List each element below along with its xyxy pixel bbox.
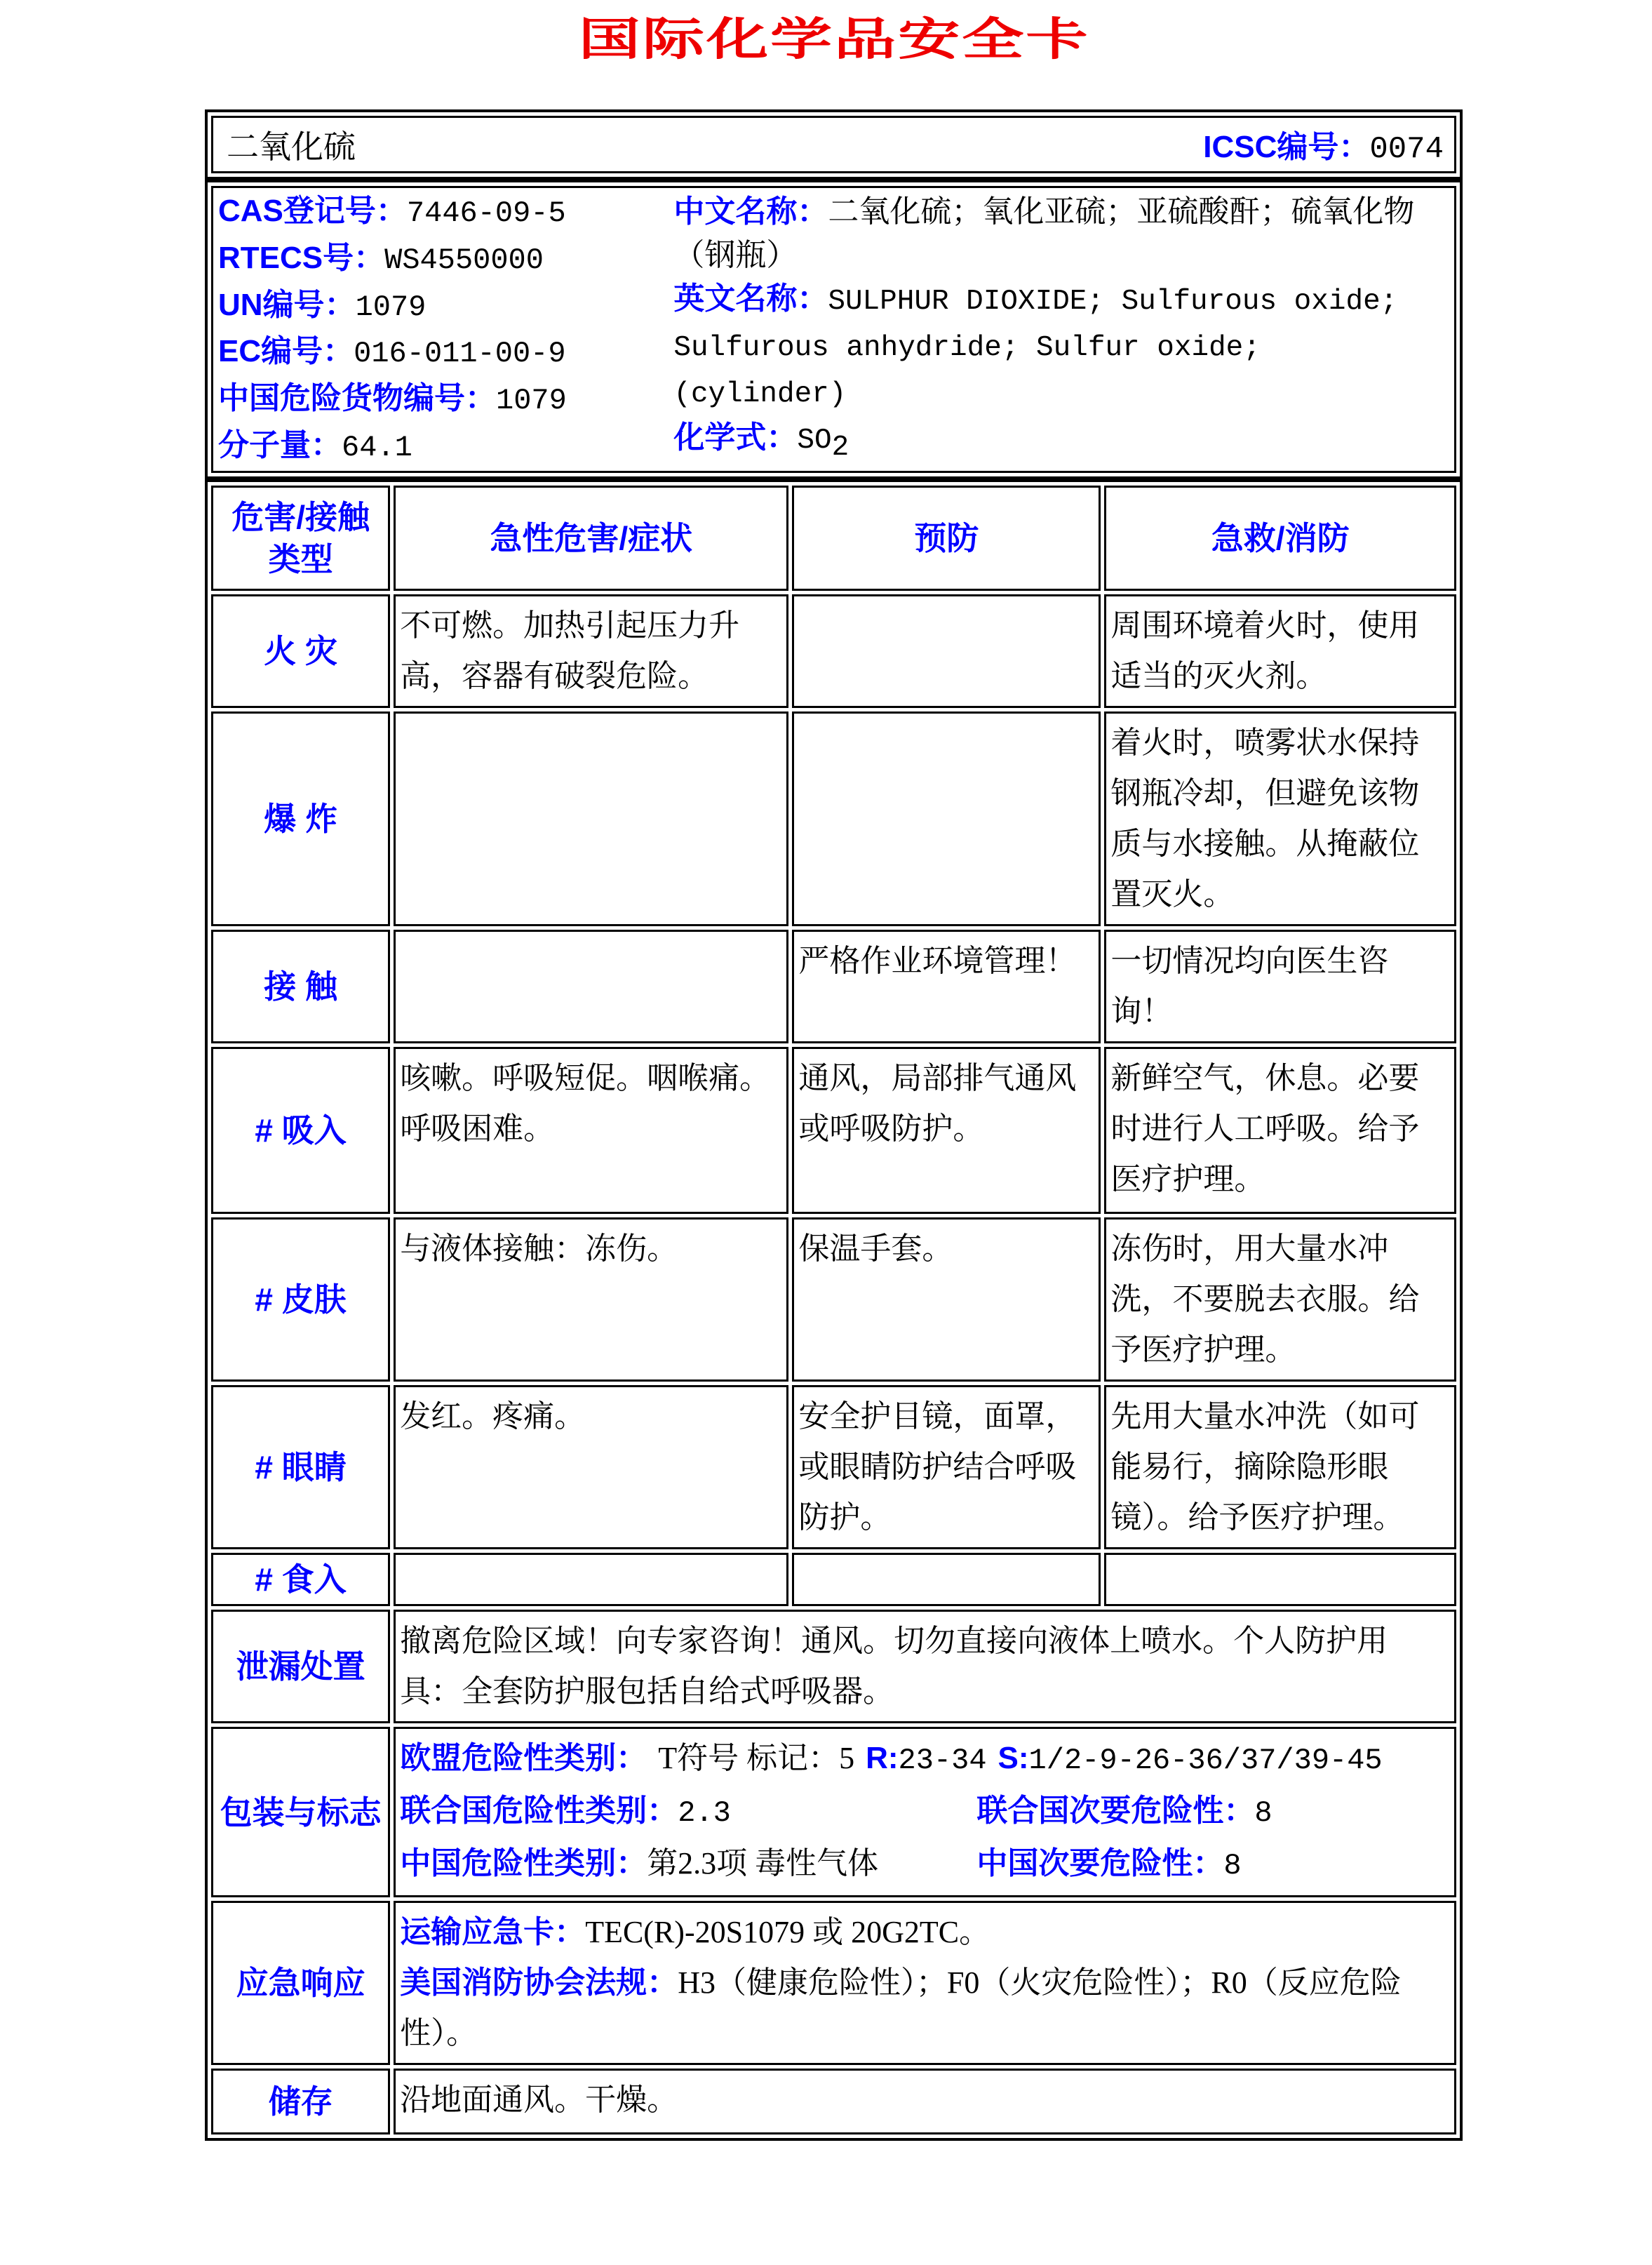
en-name-value: SULPHUR DIOXIDE; Sulfurous oxide; Sulfurous anhydride; Sulfur oxide; (cylinder) bbox=[673, 285, 1398, 410]
row-exposure bbox=[211, 930, 1456, 1043]
substance-name: 二氧化硫 bbox=[227, 128, 356, 165]
card-header-row bbox=[211, 116, 1456, 173]
explosion-symptoms bbox=[394, 711, 788, 926]
s-phrases-label: S: bbox=[998, 1741, 1029, 1776]
tec-line bbox=[400, 1907, 1449, 1958]
inhalation-symptoms: 咳嗽。呼吸短促。咽喉痛。呼吸困难。 bbox=[394, 1047, 788, 1214]
card-header-cell bbox=[211, 116, 1456, 173]
formula-base: SO bbox=[797, 424, 832, 457]
col-header-symptoms: 急性危害/症状 bbox=[394, 486, 788, 591]
spill-text: 撤离危险区域！向专家咨询！通风。切勿直接向液体上喷水。个人防护用具：全套防护服包括自给式呼吸器。 bbox=[394, 1610, 1456, 1723]
registry-number-list bbox=[218, 190, 673, 469]
row-label-packaging: 包装与标志 bbox=[211, 1727, 390, 1897]
inhalation-prevention: 通风，局部排气通风或呼吸防护。 bbox=[792, 1047, 1101, 1214]
cn-class-group bbox=[400, 1838, 976, 1891]
hazard-table bbox=[205, 479, 1463, 2141]
eyes-first-aid: 先用大量水冲洗（如可能易行，摘除隐形眼镜）。给予医疗护理。 bbox=[1104, 1385, 1456, 1549]
row-emergency bbox=[211, 1901, 1456, 2065]
inhalation-first-aid: 新鲜空气，休息。必要时进行人工呼吸。给予医疗护理。 bbox=[1104, 1047, 1456, 1214]
eu-classification-line bbox=[400, 1733, 1449, 1786]
row-inhalation bbox=[211, 1047, 1456, 1214]
eu-class-value: T符号 标记：5 bbox=[658, 1741, 855, 1776]
cn-classification-line bbox=[400, 1838, 1449, 1891]
chinese-names bbox=[673, 190, 1449, 277]
skin-first-aid: 冻伤时，用大量水冲洗，不要脱去衣服。给予医疗护理。 bbox=[1104, 1217, 1456, 1382]
cas-label: CAS登记号： bbox=[218, 193, 407, 228]
row-label-inhalation: # 吸入 bbox=[211, 1047, 390, 1214]
ingestion-prevention bbox=[792, 1553, 1101, 1606]
cn-class-value: 第2.3项 毒性气体 bbox=[647, 1846, 879, 1881]
fire-symptoms: 不可燃。加热引起压力升高，容器有破裂危险。 bbox=[394, 594, 788, 708]
row-fire bbox=[211, 594, 1456, 708]
chemical-formula bbox=[673, 416, 1449, 469]
cas-number-line bbox=[218, 190, 673, 234]
row-label-skin: # 皮肤 bbox=[211, 1217, 390, 1382]
r-phrases-label: R: bbox=[866, 1741, 899, 1776]
formula-label: 化学式： bbox=[673, 420, 798, 455]
row-storage bbox=[211, 2069, 1456, 2134]
page-title: 国际化学品安全卡 bbox=[578, 14, 1089, 65]
cn-class-label: 中国危险性类别： bbox=[400, 1846, 647, 1881]
un-classification-line bbox=[400, 1786, 1449, 1838]
page-title-wrap bbox=[0, 14, 1463, 66]
cn-dg-label: 中国危险货物编号： bbox=[218, 381, 496, 416]
row-label-emergency: 应急响应 bbox=[211, 1901, 390, 2065]
skin-symptoms: 与液体接触：冻伤。 bbox=[394, 1217, 788, 1382]
emergency-cell bbox=[394, 1901, 1456, 2065]
explosion-first-aid: 着火时，喷雾状水保持钢瓶冷却，但避免该物质与水接触。从掩蔽位置灭火。 bbox=[1104, 711, 1456, 926]
row-label-ingestion: # 食入 bbox=[211, 1553, 390, 1606]
icsc-label: ICSC编号： bbox=[1203, 130, 1370, 165]
col-header-hazard-type: 危害/接触类型 bbox=[211, 486, 390, 591]
col-header-prevention: 预防 bbox=[792, 486, 1101, 591]
rtecs-value: WS4550000 bbox=[384, 243, 544, 277]
mw-value: 64.1 bbox=[342, 431, 412, 465]
row-skin bbox=[211, 1217, 1456, 1382]
row-label-explosion: 爆 炸 bbox=[211, 711, 390, 926]
row-label-fire: 火 灾 bbox=[211, 594, 390, 708]
identity-cell bbox=[211, 186, 1456, 474]
nfpa-line bbox=[400, 1958, 1449, 2059]
col-header-first-aid: 急救/消防 bbox=[1104, 486, 1456, 591]
eu-class-label: 欧盟危险性类别： bbox=[400, 1741, 647, 1776]
row-packaging bbox=[211, 1727, 1456, 1897]
un-subrisk-group bbox=[976, 1786, 1272, 1838]
cn-subrisk-label: 中国次要危险性： bbox=[976, 1846, 1224, 1881]
exposure-symptoms bbox=[394, 930, 788, 1043]
row-label-storage: 储存 bbox=[211, 2069, 390, 2134]
row-ingestion bbox=[211, 1553, 1456, 1606]
row-spill bbox=[211, 1610, 1456, 1723]
safety-card bbox=[205, 109, 1463, 2142]
row-explosion bbox=[211, 711, 1456, 926]
r-phrases-value: 23-34 bbox=[898, 1744, 987, 1778]
un-label: UN编号： bbox=[218, 287, 356, 322]
cn-dangerous-goods-line bbox=[218, 378, 673, 422]
cn-name-value: 二氧化硫；氧化亚硫；亚硫酸酐；硫氧化物（钢瓶） bbox=[673, 194, 1415, 272]
un-class-label: 联合国危险性类别： bbox=[400, 1793, 678, 1829]
fire-prevention bbox=[792, 594, 1101, 708]
row-eyes bbox=[211, 1385, 1456, 1549]
formula-subscript: 2 bbox=[831, 431, 849, 464]
cn-subrisk-group bbox=[976, 1838, 1241, 1891]
eyes-prevention: 安全护目镜，面罩，或眼睛防护结合呼吸防护。 bbox=[792, 1385, 1101, 1549]
un-value: 1079 bbox=[355, 290, 427, 324]
storage-text: 沿地面通风。干燥。 bbox=[394, 2069, 1456, 2134]
cn-dg-value: 1079 bbox=[496, 384, 567, 418]
nfpa-label: 美国消防协会法规： bbox=[400, 1965, 678, 2000]
identity-box bbox=[205, 180, 1463, 480]
un-subrisk-label: 联合国次要危险性： bbox=[976, 1793, 1255, 1829]
un-subrisk-value: 8 bbox=[1254, 1796, 1272, 1831]
ingestion-first-aid bbox=[1104, 1553, 1456, 1606]
names-column bbox=[673, 190, 1449, 469]
nfpa-value: H3（健康危险性）；F0（火灾危险性）；R0（反应危险性）。 bbox=[400, 1965, 1402, 2051]
ec-value: 016-011-00-9 bbox=[354, 337, 566, 371]
rtecs-label: RTECS号： bbox=[218, 240, 385, 275]
icsc-number-group bbox=[1203, 121, 1444, 167]
exposure-prevention: 严格作业环境管理！ bbox=[792, 930, 1101, 1043]
un-class-value: 2.3 bbox=[678, 1796, 731, 1831]
row-label-eyes: # 眼睛 bbox=[211, 1385, 390, 1549]
ec-number-line bbox=[218, 330, 673, 375]
english-names bbox=[673, 277, 1449, 416]
rtecs-number-line bbox=[218, 237, 673, 281]
fire-first-aid: 周围环境着火时，使用适当的灭火剂。 bbox=[1104, 594, 1456, 708]
explosion-prevention bbox=[792, 711, 1101, 926]
ec-label: EC编号： bbox=[218, 334, 354, 369]
identity-row bbox=[211, 186, 1456, 474]
hazard-header-row bbox=[211, 486, 1456, 591]
s-phrases-value: 1/2-9-26-36/37/39-45 bbox=[1028, 1744, 1383, 1778]
un-number-line bbox=[218, 284, 673, 328]
row-label-exposure: 接 触 bbox=[211, 930, 390, 1043]
cas-value: 7446-09-5 bbox=[406, 196, 566, 230]
un-class-group bbox=[400, 1786, 976, 1838]
tec-value: TEC(R)-20S1079 或 20G2TC。 bbox=[585, 1915, 990, 1950]
card-header-box bbox=[205, 109, 1463, 180]
skin-prevention: 保温手套。 bbox=[792, 1217, 1101, 1382]
mw-label: 分子量： bbox=[218, 428, 342, 463]
cn-name-label: 中文名称： bbox=[673, 194, 828, 229]
cn-subrisk-value: 8 bbox=[1223, 1849, 1242, 1883]
molecular-weight-line bbox=[218, 425, 673, 469]
packaging-cell bbox=[394, 1727, 1456, 1897]
tec-label: 运输应急卡： bbox=[400, 1915, 586, 1950]
icsc-number: 0074 bbox=[1369, 132, 1444, 168]
exposure-first-aid: 一切情况均向医生咨询！ bbox=[1104, 930, 1456, 1043]
ingestion-symptoms bbox=[394, 1553, 788, 1606]
en-name-label: 英文名称： bbox=[673, 281, 828, 316]
eyes-symptoms: 发红。疼痛。 bbox=[394, 1385, 788, 1549]
row-label-spill: 泄漏处置 bbox=[211, 1610, 390, 1723]
